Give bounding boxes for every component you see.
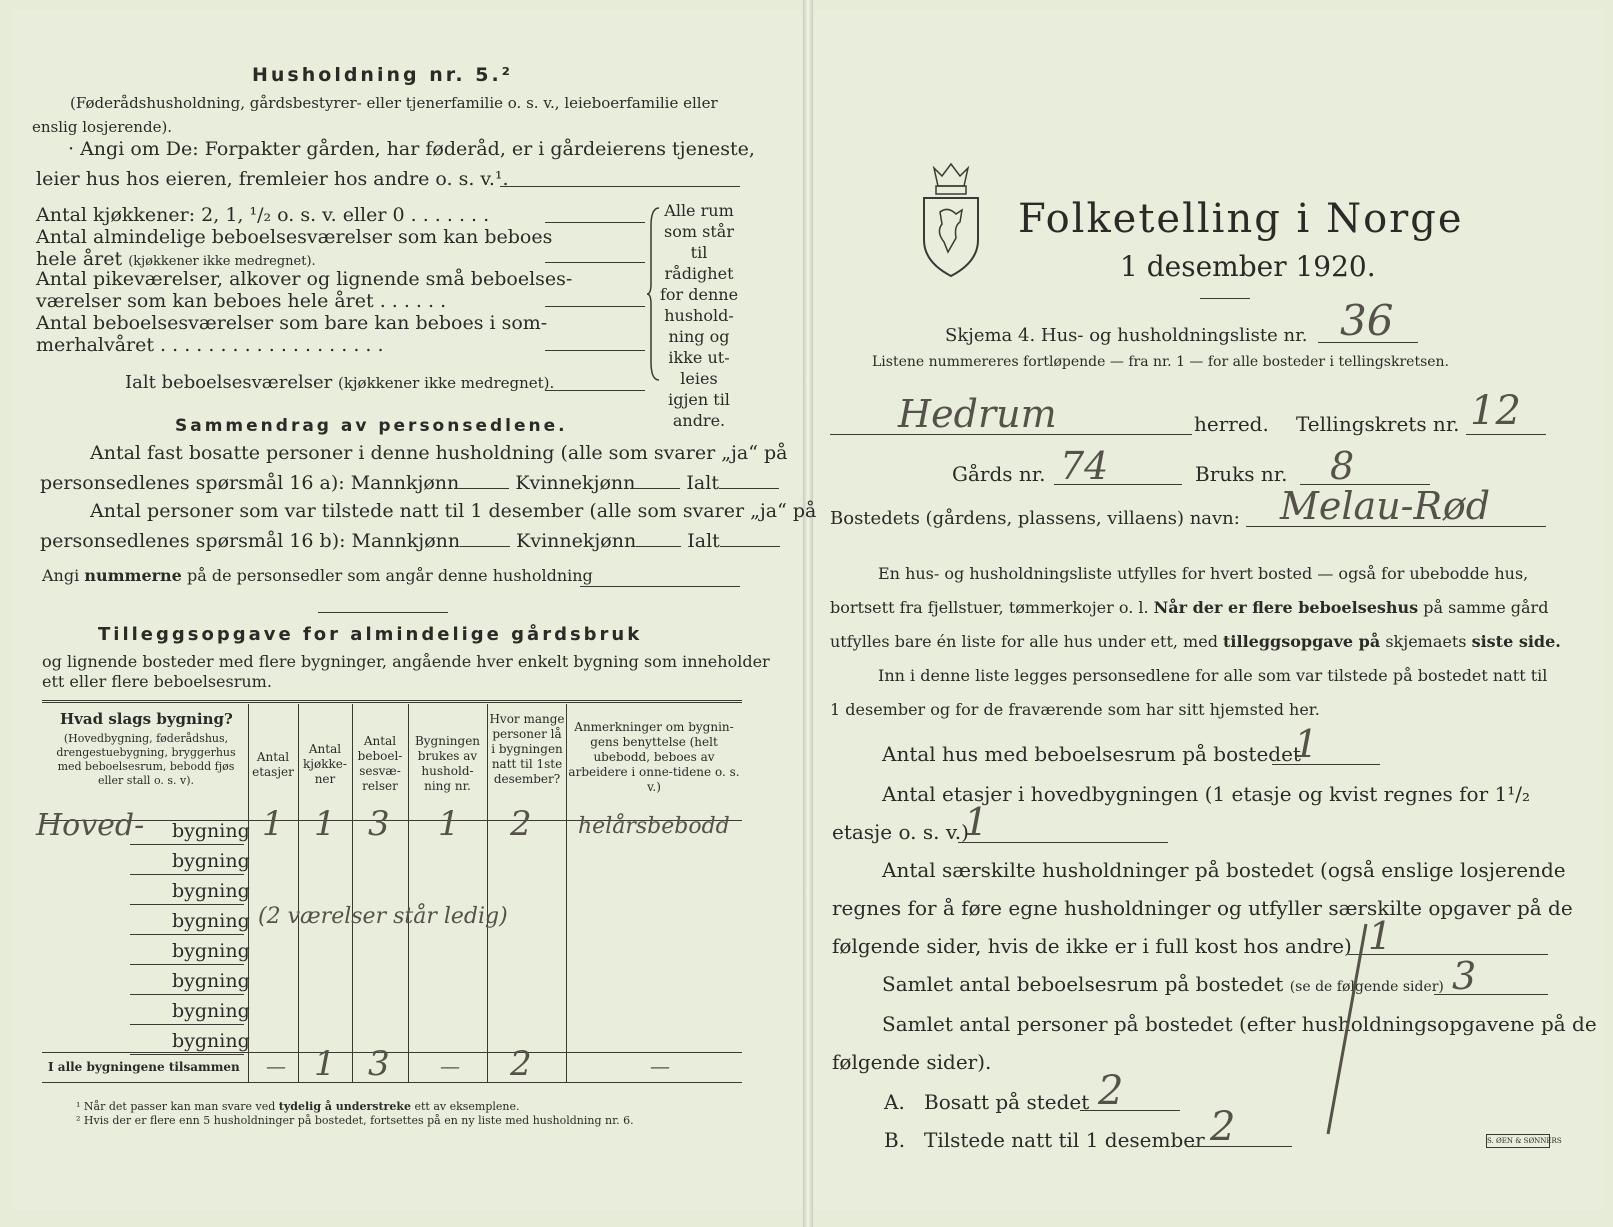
bosted-value: Melau-Rød [1280, 484, 1491, 528]
col4-header: Bygningen brukes av hushold-ning nr. [414, 734, 481, 793]
cell-anm: helårsbebodd [578, 814, 730, 839]
row-name-line [130, 874, 244, 875]
hus-label: Antal hus med beboelsesrum på bostedet [882, 742, 1301, 766]
tilst-ialt-label: Ialt [687, 530, 720, 552]
skjema-number-line [1318, 342, 1418, 343]
total-husholdning: — [440, 1054, 460, 1078]
footnote-1-b: tydelig å understreke [278, 1100, 411, 1113]
fast-ialt-label: Ialt [686, 472, 719, 494]
info-2-a: bortsett fra fjellstuer, tømmerkojer o. l. [830, 598, 1149, 617]
etasjer-line-1: Antal etasjer i hovedbygningen (1 etasje og kvist regnes for 1¹/₂ [882, 782, 1531, 806]
pike-answer-line [545, 306, 645, 307]
skjema-number: 36 [1340, 296, 1394, 345]
alm-2-text: hele året [36, 248, 123, 270]
info-2-c: på samme gård [1423, 598, 1549, 617]
hand-note: (2 værelser står ledig) [258, 904, 508, 929]
saer-value: 1 [1368, 914, 1393, 958]
info-line-2 [830, 598, 1548, 617]
row-label: bygning [172, 850, 250, 872]
samlet-rom-text: Samlet antal beboelsesrum på bostedet [882, 972, 1284, 996]
info-3-c: skjemaets [1385, 632, 1467, 651]
brace-note: Alle rum som står til rådighet for denne hushold-ning og ikke ut-leies igjen til andre. [659, 201, 739, 430]
gards-value: 74 [1060, 444, 1109, 488]
bruks-value: 8 [1330, 444, 1355, 488]
row-label: bygning [172, 820, 250, 842]
samlet-rom-small: (se de følgende sider) [1289, 979, 1444, 995]
col3-header: Antal beboel-sesvæ-relser [357, 734, 403, 793]
printer-stamp: S. ØEN & SØNNERS [1486, 1134, 1550, 1148]
samlet-rom-line [1434, 994, 1548, 995]
angi-line-2: leier hus hos eieren, fremleier hos andre o. s. v.¹. [36, 168, 509, 190]
bosted-label: Bostedets (gårdens, plassens, villaens) navn: [830, 508, 1240, 529]
hus-line [1272, 764, 1380, 765]
footnote-2: ² Hvis der er flere enn 5 husholdninger på bostedet, fortsettes på en ny liste med husholdning nr. 6. [76, 1114, 634, 1127]
samlet-pers-line-1: Samlet antal personer på bostedet (efter husholdningsopgavene på de [882, 1012, 1597, 1036]
nummerne-line [42, 566, 593, 585]
samlet-pers-line-2: følgende sider). [832, 1050, 992, 1074]
sommer-label-1: Antal beboelsesværelser som bare kan beboes i som- [36, 312, 548, 334]
skjema-label: Skjema 4. Hus- og husholdningsliste nr. [945, 325, 1308, 346]
info-line-5: 1 desember og for de fraværende som har sitt hjemsted her. [830, 700, 1320, 719]
total-personer: 2 [510, 1044, 532, 1084]
listene-note: Listene nummereres fortløpende — fra nr. 1 — for alle bosteder i tellingskretsen. [872, 354, 1450, 370]
title-divider [1200, 298, 1250, 299]
tilst-line-2 [40, 530, 780, 552]
col0-subheader: (Hovedbygning, føderådshus, drengestuebygning, bryggerhus med beboelsesrum, bebodd fjøs eller stall o. s. v). [56, 732, 236, 787]
hus-value: 1 [1294, 722, 1319, 766]
tilst-kvinne-label: Kvinnekjønn [516, 530, 637, 552]
etasjer-line-2: etasje o. s. v.) [832, 820, 969, 844]
left-page [12, 10, 802, 1210]
saer-line-2: regnes for å føre egne husholdninger og utfyller særskilte opgaver på de [832, 896, 1573, 920]
row-name-line [130, 964, 244, 965]
table-col-sep-6 [566, 704, 567, 1082]
nummerne-answer-line [580, 586, 740, 587]
row-label: bygning [172, 970, 250, 992]
info-line-4: Inn i denne liste legges personsedlene for alle som var tilstede på bostedet natt til [878, 666, 1548, 685]
sammendrag-title: Sammendrag av personsedlene. [175, 416, 568, 436]
household-subtitle-2: enslig losjerende). [32, 118, 173, 136]
herred-value: Hedrum [898, 392, 1057, 436]
etasjer-value: 1 [964, 800, 989, 844]
gards-line [1054, 484, 1182, 485]
samlet-rom-value: 3 [1452, 954, 1477, 998]
cell-kjokkener: 1 [314, 804, 336, 844]
alm-2-small: (kjøkkener ikke medregnet). [128, 254, 316, 269]
table-top-rule [42, 700, 742, 703]
table-col-sep-2 [298, 704, 299, 1082]
pike-label-1: Antal pikeværelser, alkover og lignende små beboelses- [36, 268, 573, 290]
cell-etasjer: 1 [262, 804, 284, 844]
info-3-d: siste side. [1471, 632, 1561, 651]
nummerne-b: nummerne [84, 566, 182, 585]
fast-kvinne-label: Kvinnekjønn [515, 472, 636, 494]
col0-header: Hvad slags bygning? [60, 710, 233, 728]
fast-line-1: Antal fast bosatte personer i denne husholdning (alle som svarer „ja“ på [90, 442, 788, 464]
row-label: bygning [172, 1030, 250, 1052]
col5-header: Hvor mange personer lå i bygningen natt til 1ste desember? [489, 712, 565, 786]
a-text: Bosatt på stedet [924, 1090, 1090, 1114]
info-line-3 [830, 632, 1561, 651]
row-name-line [130, 1054, 244, 1055]
angi-answer-line [500, 186, 740, 187]
info-3-a: utfylles bare én liste for alle hus under ett, med [830, 632, 1218, 651]
table-col-sep-5 [487, 704, 488, 1082]
total-kjokkener: 1 [314, 1044, 336, 1084]
ialt-label [125, 372, 554, 393]
b-label: B. [884, 1128, 906, 1152]
saer-line-3: følgende sider, hvis de ikke er i full kost hos andre) [832, 934, 1352, 958]
almindelige-label-2 [36, 248, 316, 270]
ialt-answer-line [545, 390, 645, 391]
almindelige-answer-line [545, 262, 645, 263]
table-bottom-rule [42, 1082, 742, 1083]
fast-line-2 [40, 472, 779, 494]
sommer-answer-line [545, 350, 645, 351]
saer-line-1: Antal særskilte husholdninger på bostedet (også enslige losjerende [882, 858, 1566, 882]
bosted-line [1246, 526, 1546, 527]
row-label: bygning [172, 880, 250, 902]
row-name-line [130, 1024, 244, 1025]
table-body-rule [42, 1052, 742, 1053]
row-label: bygning [172, 910, 250, 932]
info-line-1: En hus- og husholdningsliste utfylles for hvert bosted — også for ubebodde hus, [878, 564, 1529, 583]
cell-personer: 2 [510, 804, 532, 844]
col2-header: Antal kjøkke-ner [303, 742, 347, 786]
gards-label: Gårds nr. [952, 462, 1046, 486]
krets-label: Tellingskrets nr. [1296, 412, 1460, 436]
ialt-small: (kjøkkener ikke medregnet). [337, 374, 555, 392]
a-value: 2 [1098, 1068, 1124, 1114]
col1-header: Antal etasjer [252, 750, 294, 779]
footnote-1 [76, 1100, 520, 1113]
main-title: Folketelling i Norge [1018, 196, 1464, 242]
tillegg-line-1: og lignende bosteder med flere bygninger, angående hver enkelt bygning som inneholder [42, 652, 770, 671]
household-title: Husholdning nr. 5.² [252, 64, 513, 86]
total-label: I alle bygningene tilsammen [48, 1060, 240, 1074]
pike-label-2: værelser som kan beboes hele året . . . . . . [36, 290, 447, 312]
sommer-label-2: merhalvåret . . . . . . . . . . . . . . . . . . . [36, 334, 384, 356]
footnote-1-a: ¹ Når det passer kan man svare ved [76, 1100, 276, 1113]
cell-vaerelser: 3 [368, 804, 390, 844]
ialt-text: Ialt beboelsesværelser [125, 372, 333, 393]
b-line [1188, 1146, 1292, 1147]
row-name-line [130, 844, 244, 845]
a-label: A. [884, 1090, 905, 1114]
bruks-label: Bruks nr. [1195, 462, 1288, 486]
herred-line [830, 434, 1192, 435]
household-subtitle: (Føderådshusholdning, gårdsbestyrer- eller tjenerfamilie o. s. v., leieboerfamilie eller [70, 94, 718, 112]
angi-line-1: · Angi om De: Forpakter gården, har føderåd, er i gårdeierens tjeneste, [68, 138, 755, 160]
section-divider [318, 612, 448, 613]
coat-of-arms-icon [918, 162, 984, 280]
row-name-line [130, 904, 244, 905]
tilst-line-1: Antal personer som var tilstede natt til 1 desember (alle som svarer „ja“ på [90, 500, 817, 522]
census-date: 1 desember 1920. [1120, 250, 1376, 283]
etasjer-line [958, 842, 1168, 843]
row-building-name: Hoved- [36, 808, 145, 843]
b-text: Tilstede natt til 1 desember [924, 1128, 1205, 1152]
total-vaerelser: 3 [368, 1044, 390, 1084]
fast-mann-label: personsedlenes spørsmål 16 a): Mannkjønn [40, 472, 460, 494]
kjokkener-label: Antal kjøkkener: 2, 1, ¹/₂ o. s. v. eller 0 . . . . . . . [36, 204, 490, 226]
footnote-1-c: ett av eksemplene. [414, 1100, 520, 1113]
info-2-b: Når der er flere beboelseshus [1153, 598, 1419, 617]
almindelige-label-1: Antal almindelige beboelsesværelser som kan beboes [36, 226, 553, 248]
handwritten-check-stroke [1320, 920, 1380, 1140]
row-name-line [130, 934, 244, 935]
total-anm: — [650, 1054, 670, 1078]
row-label: bygning [172, 1000, 250, 1022]
row-label: bygning [172, 940, 250, 962]
krets-value: 12 [1470, 388, 1521, 434]
krets-line [1466, 434, 1546, 435]
herred-label: herred. [1194, 412, 1269, 436]
table-col-sep-4 [408, 704, 409, 1082]
row-name-line [130, 994, 244, 995]
total-etasjer: — [266, 1054, 286, 1078]
nummerne-c: på de personsedler som angår denne husholdning [186, 566, 593, 585]
page-fold [803, 0, 813, 1227]
col6-header: Anmerkninger om bygnin-gens benyttelse (helt ubebodd, beboes av arbeidere i onne-tidene o. s. v.) [568, 720, 740, 794]
cell-husholdning: 1 [438, 804, 460, 844]
a-line [1080, 1110, 1180, 1111]
tillegg-line-2: ett eller flere beboelsesrum. [42, 672, 272, 691]
tilst-mann-label: personsedlenes spørsmål 16 b): Mannkjønn [40, 530, 461, 552]
info-3-b: tilleggsopgave på [1223, 632, 1381, 651]
tillegg-title: Tilleggsopgave for almindelige gårdsbruk [98, 624, 643, 645]
nummerne-a: Angi [42, 566, 80, 585]
kjokkener-answer-line [545, 222, 645, 223]
b-value: 2 [1210, 1104, 1236, 1150]
table-col-sep-3 [352, 704, 353, 1082]
